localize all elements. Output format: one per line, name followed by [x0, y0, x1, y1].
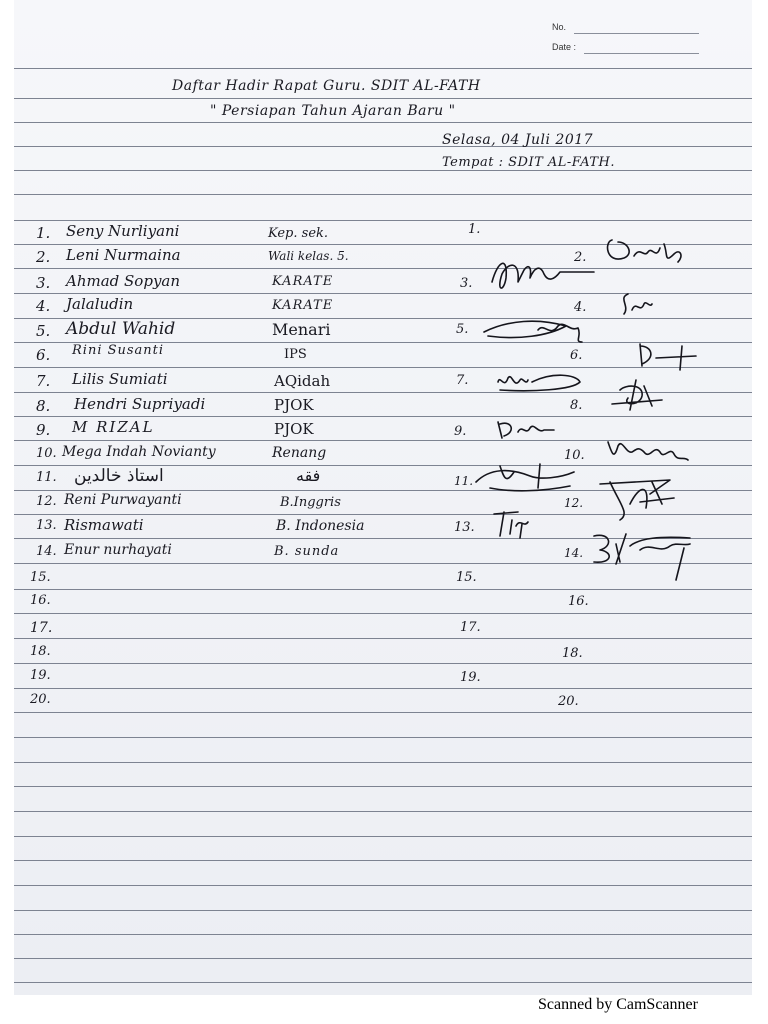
row-7-role: AQidah [274, 372, 331, 390]
signature-7 [492, 368, 592, 396]
row-3-name: Ahmad Sopyan [66, 272, 181, 290]
row-12-name: Reni Purwayanti [64, 492, 182, 508]
rule-line [14, 737, 752, 738]
row-2-name: Leni Nurmaina [66, 246, 181, 264]
row-1-sig-num: 1. [468, 222, 481, 237]
rule-line [14, 934, 752, 935]
rule-line [14, 98, 752, 99]
row-13-role: B. Indonesia [276, 518, 365, 534]
rule-line [14, 638, 752, 639]
meeting-date: Selasa, 04 Juli 2017 [442, 132, 594, 148]
row-10-name: Mega Indah Novianty [62, 444, 216, 460]
meeting-subject: " Persiapan Tahun Ajaran Baru " [210, 103, 456, 119]
row-5-role: Menari [272, 320, 331, 339]
rule-line [14, 268, 752, 269]
rule-line [14, 860, 752, 861]
rule-line [14, 762, 752, 763]
row-14-sig-num: 14. [564, 546, 584, 560]
signature-4 [610, 290, 660, 320]
row-16-num: 16. [30, 593, 51, 608]
row-14-role: B. sunda [274, 544, 340, 559]
rule-line [14, 811, 752, 812]
row-11-role: فقه [296, 466, 321, 485]
rule-line [14, 416, 752, 417]
rule-line [14, 194, 752, 195]
row-12-role: B.Inggris [280, 495, 341, 510]
row-5-num: 5. [36, 322, 51, 340]
row-9-num: 9. [36, 421, 51, 439]
row-20-sig-num: 20. [558, 694, 579, 709]
row-19-num: 19. [30, 668, 51, 683]
rule-line [14, 122, 752, 123]
signature-2 [584, 234, 694, 268]
row-9-name: M RIZAL [72, 418, 155, 436]
date-label: Date : [552, 42, 577, 52]
row-10-sig-num: 10. [564, 448, 585, 463]
row-6-sig-num: 6. [570, 348, 583, 363]
row-1-num: 1. [36, 224, 51, 242]
row-2-role: Wali kelas. 5. [268, 249, 349, 263]
row-13-name: Rismawati [64, 516, 144, 534]
signature-11 [470, 458, 580, 498]
row-18-sig-num: 18. [562, 646, 583, 661]
signature-9 [492, 416, 562, 442]
no-label: No. [552, 22, 567, 32]
rule-line [14, 663, 752, 664]
row-13-sig-num: 13. [454, 520, 475, 535]
row-4-name: Jalaludin [66, 295, 134, 313]
row-2-num: 2. [36, 248, 51, 266]
signature-13 [488, 508, 538, 540]
rule-line [14, 170, 752, 171]
rule-line [14, 613, 752, 614]
signature-10 [604, 436, 694, 466]
row-19-sig-num: 19. [460, 670, 481, 685]
signature-8 [600, 376, 670, 416]
row-14-num: 14. [36, 544, 57, 559]
date-field-line [584, 53, 699, 54]
signature-6 [626, 338, 706, 374]
row-8-num: 8. [36, 397, 51, 415]
row-6-num: 6. [36, 346, 51, 364]
row-8-role: PJOK [274, 396, 314, 414]
row-7-num: 7. [36, 372, 51, 390]
row-6-name: Rini Susanti [72, 343, 165, 358]
notebook-page [14, 0, 752, 995]
rule-line [14, 146, 752, 147]
row-14-name: Enur nurhayati [64, 542, 172, 558]
row-17-sig-num: 17. [460, 620, 481, 635]
row-4-role: KARATE [272, 298, 334, 313]
no-field-line [574, 33, 699, 34]
rule-line [14, 68, 752, 69]
rule-line [14, 958, 752, 959]
signature-5 [478, 312, 598, 346]
sheet-title: Daftar Hadir Rapat Guru. SDIT AL-FATH [172, 78, 481, 94]
row-11-num: 11. [36, 470, 57, 485]
meeting-place: Tempat : SDIT AL-FATH. [442, 155, 616, 170]
rule-line [14, 712, 752, 713]
row-15-sig-num: 15. [456, 570, 477, 585]
rule-line [14, 220, 752, 221]
signature-12 [590, 474, 680, 524]
row-12-sig-num: 12. [564, 496, 584, 510]
rule-line [14, 836, 752, 837]
row-9-sig-num: 9. [454, 424, 467, 439]
row-3-num: 3. [36, 274, 51, 292]
row-5-sig-num: 5. [456, 322, 469, 337]
row-17-num: 17. [30, 620, 53, 636]
signature-14 [580, 528, 710, 586]
rule-line [14, 786, 752, 787]
row-3-sig-num: 3. [460, 276, 473, 291]
rule-line [14, 688, 752, 689]
row-18-num: 18. [30, 644, 51, 659]
scanner-watermark: Scanned by CamScanner [538, 996, 698, 1013]
row-3-role: KARATE [272, 274, 334, 289]
rule-line [14, 982, 752, 983]
row-11-name: استاذ خالدين [74, 466, 164, 486]
row-10-role: Renang [272, 445, 327, 461]
row-8-sig-num: 8. [570, 398, 583, 413]
row-4-sig-num: 4. [574, 300, 587, 315]
rule-line [14, 885, 752, 886]
row-7-name: Lilis Sumiati [72, 370, 168, 388]
rule-line [14, 589, 752, 590]
rule-line [14, 910, 752, 911]
row-5-name: Abdul Wahid [66, 319, 176, 339]
row-20-num: 20. [30, 692, 51, 707]
row-15-num: 15. [30, 570, 51, 585]
row-9-role: PJOK [274, 420, 314, 438]
row-1-role: Kep. sek. [268, 226, 329, 241]
row-13-num: 13. [36, 518, 57, 533]
row-10-num: 10. [36, 446, 57, 461]
row-4-num: 4. [36, 297, 51, 315]
row-8-name: Hendri Supriyadi [74, 395, 206, 413]
row-2-sig-num: 2. [574, 250, 587, 265]
row-1-name: Seny Nurliyani [66, 222, 180, 240]
row-7-sig-num: 7. [456, 373, 469, 388]
row-6-role: IPS [284, 347, 307, 362]
row-11-sig-num: 11. [454, 474, 474, 488]
row-16-sig-num: 16. [568, 594, 589, 609]
row-12-num: 12. [36, 494, 57, 509]
